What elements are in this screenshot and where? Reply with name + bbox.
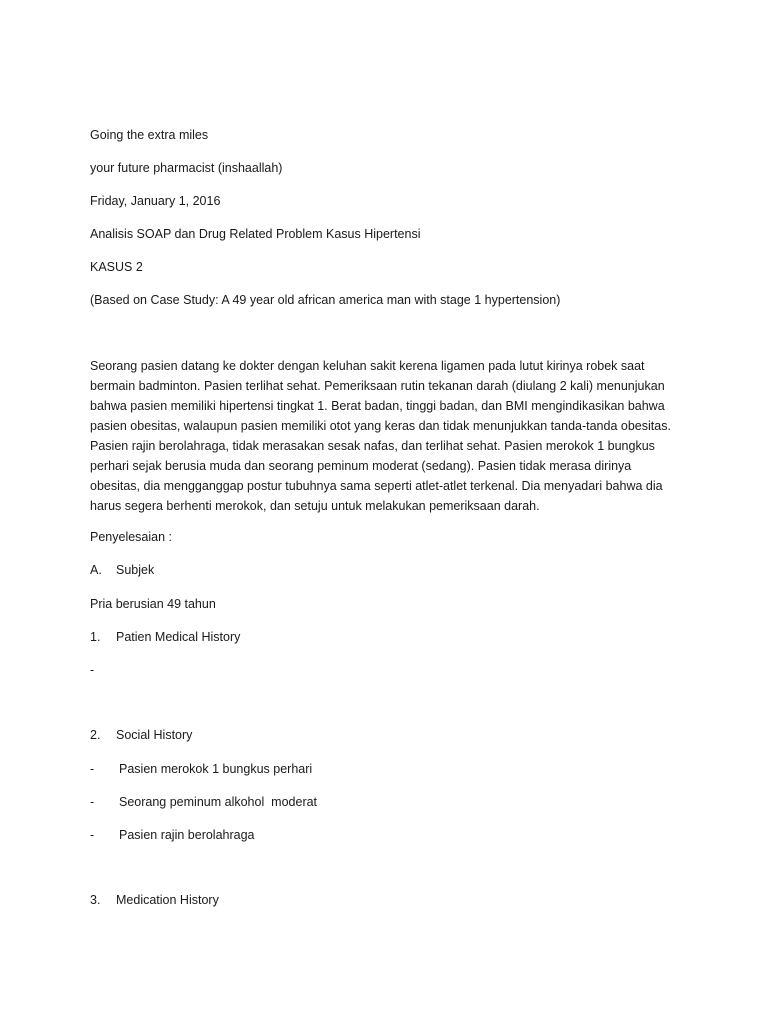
social-history-entry [90, 792, 317, 812]
bullet-dash: - [90, 828, 95, 842]
case-description-line: Seorang pasien datang ke dokter dengan keluhan sakit kerena ligamen pada lutut kirinya robek saat [90, 359, 645, 373]
item-3-marker: 3. [90, 893, 101, 907]
blog-subtitle: your future pharmacist (inshaallah) [90, 161, 283, 175]
case-basis: (Based on Case Study: A 49 year old african america man with stage 1 hypertension) [90, 293, 561, 307]
item-3-heading [90, 890, 219, 910]
blog-title: Going the extra miles [90, 128, 209, 142]
case-description [90, 356, 690, 516]
item-1-entry: - [90, 663, 95, 677]
social-history-entry [90, 825, 255, 845]
case-description-line: perhari sejak berusia muda dan seorang peminum moderat (sedang). Pasien tidak merasa dirinya [90, 459, 632, 473]
item-2-marker: 2. [90, 728, 101, 742]
section-a-label: Subjek [116, 563, 155, 577]
case-description-line: bahwa pasien memiliki hipertensi tingkat 1. Berat badan, tinggi badan, dan BMI mengindikasikan bahwa [90, 399, 665, 413]
case-description-line: pasien obesitas, walaupun pasien memiliki otot yang keras dan tidak menunjukkan tanda-tanda obesitas. [90, 419, 671, 433]
subject-summary: Pria berusian 49 tahun [90, 597, 216, 611]
item-3-label: Medication History [116, 893, 219, 907]
bullet-dash: - [90, 762, 95, 776]
social-history-text: Seorang peminum alkohol moderat [119, 795, 318, 809]
post-topic: Analisis SOAP dan Drug Related Problem Kasus Hipertensi [90, 227, 421, 241]
section-a-marker: A. [90, 563, 102, 577]
item-2-label: Social History [116, 728, 193, 742]
case-description-line: Pasien rajin berolahraga, tidak merasakan sesak nafas, dan terlihat sehat. Pasien merokok 1 bungkus [90, 439, 655, 453]
case-description-line: bermain badminton. Pasien terlihat sehat. Pemeriksaan rutin tekanan darah (diulang 2 kali) menunjukan [90, 379, 665, 393]
item-1-marker: 1. [90, 630, 101, 644]
case-number: KASUS 2 [90, 260, 143, 274]
post-date: Friday, January 1, 2016 [90, 194, 221, 208]
item-2-heading [90, 725, 192, 745]
item-1-label: Patien Medical History [116, 630, 241, 644]
case-description-line: obesitas, dia mengganggap postur tubuhnya sama seperti atlet-atlet terkenal. Dia menyadari bahwa dia [90, 479, 663, 493]
bullet-dash: - [90, 795, 95, 809]
social-history-entry [90, 759, 312, 779]
social-history-text: Pasien merokok 1 bungkus perhari [119, 762, 313, 776]
case-description-line: harus segera berhenti merokok, dan setuju untuk melakukan pemeriksaan darah. [90, 499, 540, 513]
solution-heading: Penyelesaian : [90, 530, 173, 544]
section-a-heading [90, 560, 154, 580]
item-1-heading [90, 627, 240, 647]
social-history-text: Pasien rajin berolahraga [119, 828, 255, 842]
